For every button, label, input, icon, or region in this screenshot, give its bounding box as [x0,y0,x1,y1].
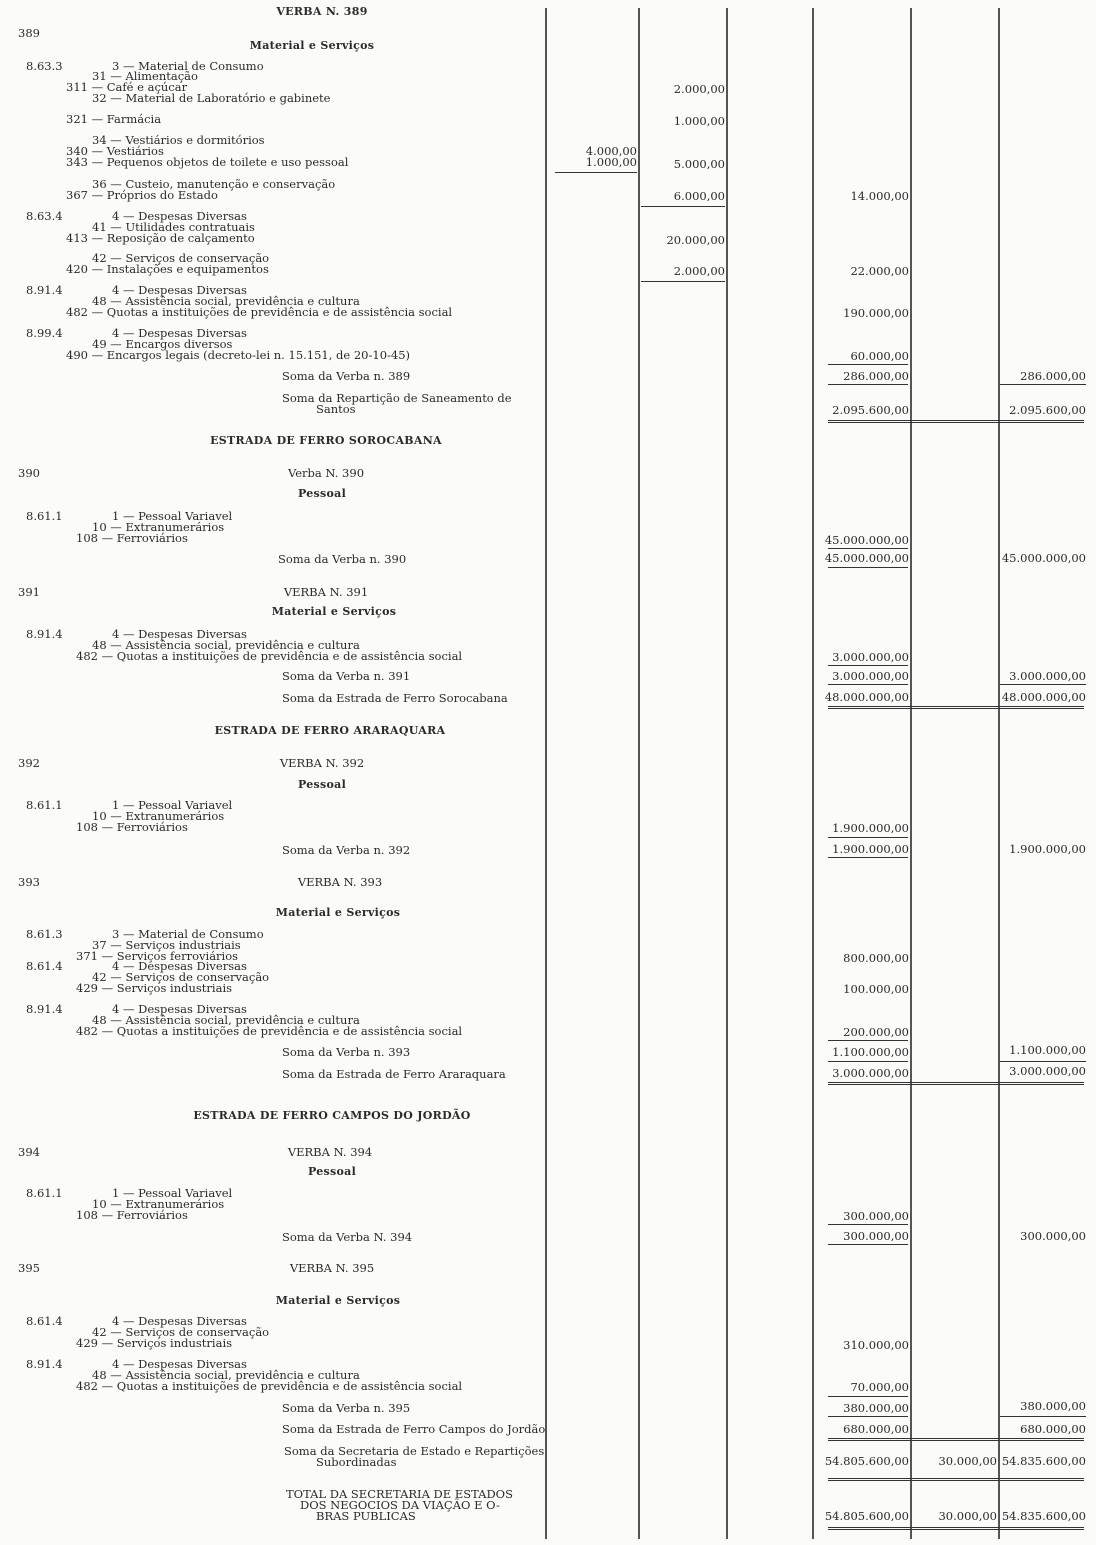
subtotal-rule [828,665,908,666]
amount: 3.000.000,00 [832,650,909,664]
amount: 45.000.000,00 [824,533,909,547]
sum-label: Subordinadas [316,1455,397,1469]
subtotal-rule [641,206,725,207]
line-label: 48 — Assistência social, previdência e cultura [92,638,360,652]
section-heading: Material e Serviços [275,1294,401,1307]
line-label: 482 — Quotas a instituições de previdência e de assistência social [76,1379,463,1393]
sum-label: Soma da Verba n. 393 [282,1045,411,1059]
sum-label: Soma da Secretaria de Estado e Repartições [284,1444,545,1458]
amount: 1.900.000,00 [1009,842,1086,856]
line-label: 37 — Serviços industriais [92,938,241,952]
amount: 310.000,00 [843,1338,909,1352]
subtotal-rule [1000,1416,1086,1417]
line-label: 343 — Pequenos objetos de toilete e uso pessoal [66,155,349,169]
subtotal-rule [641,281,725,282]
verba-number: 390 [18,466,40,480]
line-label: 32 — Material de Laboratório e gabinete [92,91,331,105]
subtotal-rule [828,1224,908,1225]
class-code: 8.61.1 [26,1186,63,1200]
class-code: 8.61.3 [26,927,63,941]
line-label: 4 — Despesas Diversas [112,1002,247,1016]
verba-number: 393 [18,875,40,889]
line-label: 34 — Vestiários e dormitórios [92,133,265,147]
line-label: 482 — Quotas a instituições de previdência e de assistência social [76,649,463,663]
amount: 380.000,00 [1020,1399,1086,1413]
line-label: 4 — Despesas Diversas [112,1314,247,1328]
section-heading: Pessoal [297,778,347,791]
amount: 45.000.000,00 [824,551,909,565]
verba-number: 392 [18,756,40,770]
grand-total-label: DOS NEGOCIOS DA VIAÇÃO E O- [300,1498,500,1512]
verba-title: VERBA N. 392 [279,756,365,770]
subtotal-rule [828,1416,908,1417]
subtotal-rule [828,837,908,838]
total-rule [828,1527,1084,1530]
column-rule [998,8,1000,1539]
line-label: 371 — Serviços ferroviários [76,949,239,963]
amount: 70.000,00 [850,1380,909,1394]
verba-number: 391 [18,585,40,599]
sum-label: Soma da Verba n. 395 [282,1401,411,1415]
amount: 380.000,00 [843,1401,909,1415]
amount: 2.095.600,00 [1009,403,1086,417]
amount: 3.000.000,00 [832,669,909,683]
line-label: 48 — Assistência social, previdência e cultura [92,1368,360,1382]
amount: 300.000,00 [843,1229,909,1243]
amount: 48.000.000,00 [1001,690,1086,704]
sum-label: Soma da Verba n. 391 [282,669,411,683]
amount: 1.100.000,00 [1009,1043,1086,1057]
section-heading: Pessoal [297,487,347,500]
subtotal-rule [828,1061,908,1062]
subtotal-rule [828,684,908,685]
line-label: 340 — Vestiários [66,144,164,158]
line-label: 42 — Serviços de conservação [92,1325,270,1339]
line-label: 429 — Serviços industriais [76,981,233,995]
line-label: 4 — Despesas Diversas [112,326,247,340]
total-rule [828,1478,1084,1481]
amount: 100.000,00 [843,982,909,996]
amount: 200.000,00 [843,1025,909,1039]
amount: 54.805.600,00 [824,1454,909,1468]
line-label: 4 — Despesas Diversas [112,209,247,223]
amount: 54.835.600,00 [1001,1454,1086,1468]
sum-label: Soma da Estrada de Ferro Campos do Jordão [282,1422,546,1436]
sum-label: Soma da Estrada de Ferro Sorocabana [282,691,508,705]
amount: 1.100.000,00 [832,1045,909,1059]
line-label: 36 — Custeio, manutenção e conservação [92,177,336,191]
class-code: 8.63.4 [26,209,63,223]
sum-label: Soma da Estrada de Ferro Araraquara [282,1067,506,1081]
amount: 680.000,00 [1020,1422,1086,1436]
amount: 3.000.000,00 [832,1066,909,1080]
amount: 48.000.000,00 [824,690,909,704]
class-code: 8.61.1 [26,509,63,523]
amount: 6.000,00 [673,189,725,203]
line-label: 367 — Próprios do Estado [66,188,218,202]
column-rule [812,8,814,1539]
sum-label: Soma da Verba n. 389 [282,369,411,383]
verba-title: VERBA N. 395 [289,1261,375,1275]
amount: 54.805.600,00 [824,1509,909,1523]
line-label: 1 — Pessoal Variavel [112,1186,233,1200]
subtotal-rule [828,384,908,385]
amount: 300.000,00 [1020,1229,1086,1243]
amount: 14.000,00 [850,189,909,203]
line-label: 10 — Extranumerários [92,809,225,823]
sum-label: Santos [316,402,356,416]
line-label: 429 — Serviços industriais [76,1336,233,1350]
line-label: 10 — Extranumerários [92,1197,225,1211]
section-title: ESTRADA DE FERRO CAMPOS DO JORDÃO [193,1109,471,1122]
verba-title: Verba N. 390 [287,466,365,480]
verba-title: VERBA N. 393 [297,875,383,889]
subtotal-rule [555,172,637,173]
line-label: 108 — Ferroviários [76,820,188,834]
amount: 2.095.600,00 [832,403,909,417]
line-label: 10 — Extranumerários [92,520,225,534]
class-code: 8.91.4 [26,627,63,641]
subtotal-rule [1000,384,1086,385]
class-code: 8.61.4 [26,1314,63,1328]
class-code: 8.61.1 [26,798,63,812]
amount: 680.000,00 [843,1422,909,1436]
line-label: 311 — Café e açúcar [66,80,188,94]
sum-label: Soma da Verba n. 390 [278,552,407,566]
line-label: 3 — Material de Consumo [112,59,264,73]
amount: 286.000,00 [1020,369,1086,383]
line-label: 4 — Despesas Diversas [112,283,247,297]
subtotal-rule [1000,1061,1086,1062]
line-label: 108 — Ferroviários [76,531,188,545]
line-label: 31 — Alimentação [92,69,198,83]
line-label: 42 — Serviços de conservação [92,251,270,265]
section-title: ESTRADA DE FERRO SOROCABANA [210,434,442,447]
amount: 300.000,00 [843,1209,909,1223]
subtotal-rule [828,567,908,568]
section-heading: Material e Serviços [275,906,401,919]
amount: 800.000,00 [843,951,909,965]
class-code: 8.61.4 [26,959,63,973]
amount: 5.000,00 [673,157,725,171]
amount: 20.000,00 [666,233,725,247]
verba-title: VERBA N. 389 [276,5,368,18]
line-label: 4 — Despesas Diversas [112,1357,247,1371]
column-rule [638,8,640,1539]
verba-title: VERBA N. 394 [287,1145,373,1159]
line-label: 490 — Encargos legais (decreto-lei n. 15.151, de 20-10-45) [66,348,411,362]
section-heading: Material e Serviços [249,39,375,52]
line-label: 42 — Serviços de conservação [92,970,270,984]
subtotal-rule [828,857,908,858]
line-label: 48 — Assistência social, previdência e cultura [92,294,360,308]
total-rule [828,420,1084,423]
class-code: 8.91.4 [26,283,63,297]
grand-total-label: TOTAL DA SECRETARIA DE ESTADOS [286,1487,513,1501]
line-label: 4 — Despesas Diversas [112,959,247,973]
amount: 1.900.000,00 [832,842,909,856]
grand-total-label: BRAS PUBLICAS [316,1509,416,1523]
column-rule [545,8,547,1539]
line-label: 1 — Pessoal Variavel [112,509,233,523]
sum-label: Soma da Verba N. 394 [282,1230,413,1244]
section-title: ESTRADA DE FERRO ARARAQUARA [214,724,446,737]
amount: 3.000.000,00 [1009,1064,1086,1078]
amount: 4.000,00 [585,144,637,158]
class-code: 8.91.4 [26,1002,63,1016]
amount: 45.000.000,00 [1001,551,1086,565]
line-label: 1 — Pessoal Variavel [112,798,233,812]
amount: 22.000,00 [850,264,909,278]
subtotal-rule [1000,684,1086,685]
subtotal-rule [828,1040,908,1041]
section-heading: Material e Serviços [271,605,397,618]
line-label: 41 — Utilidades contratuais [92,220,255,234]
verba-title: VERBA N. 391 [283,585,369,599]
column-rule [726,8,728,1539]
subtotal-rule [828,364,908,365]
amount: 30.000,00 [938,1454,997,1468]
amount: 1.000,00 [673,114,725,128]
line-label: 49 — Encargos diversos [92,337,233,351]
line-label: 4 — Despesas Diversas [112,627,247,641]
class-code: 8.63.3 [26,59,63,73]
total-rule [828,1438,1084,1441]
line-label: 413 — Reposição de calçamento [66,231,255,245]
verba-number: 394 [18,1145,40,1159]
amount: 2.000,00 [673,264,725,278]
verba-number: 389 [18,26,40,40]
total-rule [828,1082,1084,1085]
verba-number: 395 [18,1261,40,1275]
line-label: 420 — Instalações e equipamentos [66,262,269,276]
line-label: 482 — Quotas a instituições de previdência e de assistência social [66,305,453,319]
column-rule [910,8,912,1539]
amount: 2.000,00 [673,82,725,96]
line-label: 3 — Material de Consumo [112,927,264,941]
sum-label: Soma da Repartição de Saneamento de [282,391,512,405]
line-label: 108 — Ferroviários [76,1208,188,1222]
amount: 190.000,00 [843,306,909,320]
subtotal-rule [828,1396,908,1397]
class-code: 8.91.4 [26,1357,63,1371]
line-label: 321 — Farmácia [66,112,162,126]
amount: 30.000,00 [938,1509,997,1523]
amount: 54.835.600,00 [1001,1509,1086,1523]
sum-label: Soma da Verba n. 392 [282,843,411,857]
amount: 1.900.000,00 [832,821,909,835]
line-label: 482 — Quotas a instituições de previdência e de assistência social [76,1024,463,1038]
section-heading: Pessoal [307,1165,357,1178]
amount: 60.000,00 [850,349,909,363]
line-label: 48 — Assistência social, previdência e cultura [92,1013,360,1027]
amount: 286.000,00 [843,369,909,383]
total-rule [828,706,1084,709]
class-code: 8.99.4 [26,326,63,340]
amount: 1.000,00 [585,155,637,169]
amount: 3.000.000,00 [1009,669,1086,683]
subtotal-rule [828,1244,908,1245]
subtotal-rule [828,548,908,549]
